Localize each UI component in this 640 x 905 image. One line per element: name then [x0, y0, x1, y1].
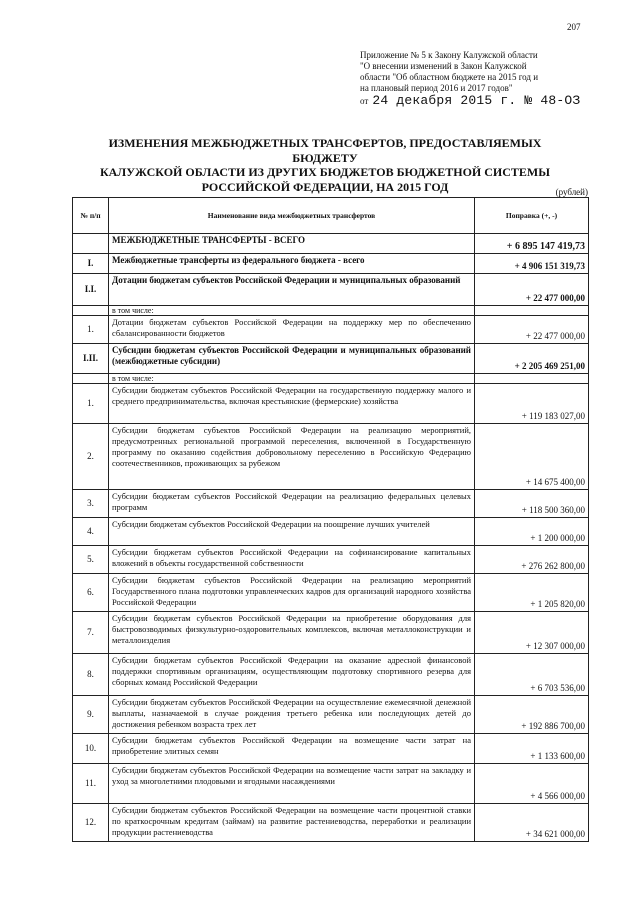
header-name: Наименование вида межбюджетных трансфертов [109, 198, 475, 234]
table-body [73, 234, 589, 842]
table-row [73, 734, 589, 764]
row-number [73, 234, 109, 254]
row-description: в том числе: [109, 374, 475, 384]
table-row [73, 612, 589, 654]
row-number: 9. [73, 696, 109, 734]
row-number: 8. [73, 654, 109, 696]
table-row [73, 546, 589, 574]
title-line: РОССИЙСКОЙ ФЕДЕРАЦИИ, НА 2015 ГОД [201, 179, 449, 194]
transfers-table [72, 197, 589, 842]
table-row [73, 274, 589, 306]
table-row [73, 490, 589, 518]
row-amount [475, 374, 589, 384]
row-number: 2. [73, 424, 109, 490]
row-number: I.II. [73, 344, 109, 374]
table-header-row [73, 198, 589, 234]
row-description: Дотации бюджетам субъектов Российской Федерации и муниципальных образований [109, 274, 475, 306]
row-description: Субсидии бюджетам субъектов Российской Федерации на государственную поддержку малого и среднего предпринимательства, включая крестьянские (фермерские) хозяйства [109, 384, 475, 424]
document-title [80, 136, 570, 194]
header-number: № п/п [73, 198, 109, 234]
row-description: Субсидии бюджетам субъектов Российской Федерации на реализацию мероприятий Государственного плана подготовки управленческих кадров для организаций народного хозяйства Российской Федерации [109, 574, 475, 612]
row-number: 11. [73, 764, 109, 804]
row-amount: + 4 566 000,00 [475, 764, 589, 804]
table-row [73, 804, 589, 842]
row-description: Дотации бюджетам субъектов Российской Федерации на поддержку мер по обеспечению сбалансированности бюджетов [109, 316, 475, 344]
table-row [73, 374, 589, 384]
row-description: Субсидии бюджетам субъектов Российской Федерации на реализацию федеральных целевых программ [109, 490, 475, 518]
table-row [73, 306, 589, 316]
table-row [73, 518, 589, 546]
table-row [73, 384, 589, 424]
row-amount: + 6 895 147 419,73 [475, 234, 589, 254]
title-line: КАЛУЖСКОЙ ОБЛАСТИ ИЗ ДРУГИХ БЮДЖЕТОВ БЮДЖЕТНОЙ СИСТЕМЫ [99, 165, 551, 179]
appendix-note [360, 50, 600, 107]
row-number: 1. [73, 316, 109, 344]
row-number: 1. [73, 384, 109, 424]
row-description: Субсидии бюджетам субъектов Российской Федерации на возмещение части процентной ставки по краткосрочным кредитам (займам) на развитие растениеводства, переработки и реализации продукции растениеводства [109, 804, 475, 842]
row-amount: + 22 477 000,00 [475, 274, 589, 306]
row-description: Межбюджетные трансферты из федерального бюджета - всего [109, 254, 475, 274]
table-row [73, 696, 589, 734]
header-amount: Поправка (+, -) [475, 198, 589, 234]
row-number: 4. [73, 518, 109, 546]
decree-prefix: от [360, 96, 369, 106]
row-number: 6. [73, 574, 109, 612]
row-amount: + 276 262 800,00 [475, 546, 589, 574]
table-row [73, 764, 589, 804]
appendix-line: области "Об областном бюджете на 2015 год и [360, 72, 539, 82]
row-description: Субсидии бюджетам субъектов Российской Федерации на осуществление ежемесячной денежной выплаты, назначаемой в случае рождения третьего ребенка или последующих детей до достижения ребенком возраста трех лет [109, 696, 475, 734]
row-amount: + 14 675 400,00 [475, 424, 589, 490]
row-amount: + 1 205 820,00 [475, 574, 589, 612]
row-amount: + 22 477 000,00 [475, 316, 589, 344]
row-number: I. [73, 254, 109, 274]
row-amount [475, 306, 589, 316]
row-amount: + 34 621 000,00 [475, 804, 589, 842]
appendix-line: "О внесении изменений в Закон Калужской [360, 61, 527, 71]
table-row [73, 654, 589, 696]
row-number: 7. [73, 612, 109, 654]
row-description: Субсидии бюджетам субъектов Российской Федерации на софинансирование капитальных вложений в объекты государственной собственности [109, 546, 475, 574]
row-amount: + 12 307 000,00 [475, 612, 589, 654]
decree-line [360, 95, 600, 107]
row-amount: + 1 133 600,00 [475, 734, 589, 764]
appendix-line: Приложение № 5 к Закону Калужской области [360, 50, 538, 60]
row-amount: + 119 183 027,00 [475, 384, 589, 424]
row-amount: + 4 906 151 319,73 [475, 254, 589, 274]
row-description: Субсидии бюджетам субъектов Российской Федерации и муниципальных образований (межбюджетные субсидии) [109, 344, 475, 374]
row-amount: + 1 200 000,00 [475, 518, 589, 546]
row-description: Субсидии бюджетам субъектов Российской Федерации на приобретение оборудования для быстровозводимых физкультурно-оздоровительных комплексов, включая металлоконструкции и металлоизделия [109, 612, 475, 654]
row-description: Субсидии бюджетам субъектов Российской Федерации на возмещение части затрат на приобретение элитных семян [109, 734, 475, 764]
units-label: (рублей) [555, 187, 588, 197]
table-row [73, 254, 589, 274]
row-number [73, 306, 109, 316]
row-description: Субсидии бюджетам субъектов Российской Федерации на реализацию мероприятий, предусмотренных региональной программой переселения, включенной в Государственную программу по оказанию содействия добровольному переселению в Российскую Федерацию соотечественников, проживающих за рубежом [109, 424, 475, 490]
row-description: в том числе: [109, 306, 475, 316]
table-row [73, 574, 589, 612]
table-row [73, 234, 589, 254]
row-number: 12. [73, 804, 109, 842]
page-number: 207 [567, 22, 581, 32]
row-description: Субсидии бюджетам субъектов Российской Федерации на возмещение части затрат на закладку и уход за многолетними плодовыми и ягодными насаждениями [109, 764, 475, 804]
table-row [73, 344, 589, 374]
row-amount: + 6 703 536,00 [475, 654, 589, 696]
row-description: Субсидии бюджетам субъектов Российской Федерации на поощрение лучших учителей [109, 518, 475, 546]
row-description: МЕЖБЮДЖЕТНЫЕ ТРАНСФЕРТЫ - ВСЕГО [109, 234, 475, 254]
appendix-line: на плановый период 2016 и 2017 годов" [360, 83, 513, 93]
row-amount: + 192 886 700,00 [475, 696, 589, 734]
row-description: Субсидии бюджетам субъектов Российской Федерации на оказание адресной финансовой поддержки спортивным организациям, осуществляющим подготовку спортивного резерва для сборных команд Российской Федерации [109, 654, 475, 696]
row-number: 5. [73, 546, 109, 574]
table-row [73, 316, 589, 344]
row-number [73, 374, 109, 384]
row-number: I.I. [73, 274, 109, 306]
decree-stamp: 24 декабря 2015 г. № 48-ОЗ [372, 93, 581, 108]
table-row [73, 424, 589, 490]
row-number: 3. [73, 490, 109, 518]
title-line: ИЗМЕНЕНИЯ МЕЖБЮДЖЕТНЫХ ТРАНСФЕРТОВ, ПРЕДОСТАВЛЯЕМЫХ БЮДЖЕТУ [108, 136, 542, 165]
row-number: 10. [73, 734, 109, 764]
row-amount: + 2 205 469 251,00 [475, 344, 589, 374]
transfers-table-container [72, 197, 588, 842]
row-amount: + 118 500 360,00 [475, 490, 589, 518]
